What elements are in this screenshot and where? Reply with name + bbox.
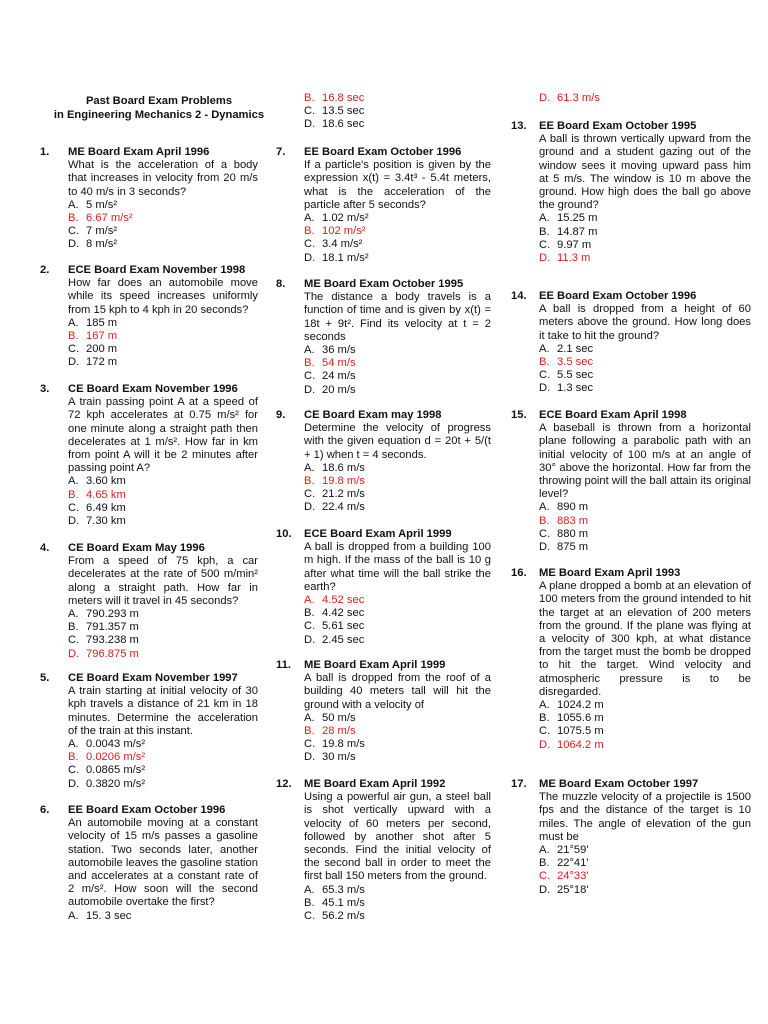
choice-value: 102 m/s² [322, 225, 366, 238]
question-block [511, 290, 751, 396]
choice-letter: B. [304, 725, 315, 738]
exam-source: CE Board Exam May 1996 [68, 542, 205, 554]
question-text: A plane dropped a bomb at an elevation of 100 meters from the ground intended to hit the target at an elevation of 200 meters from the ground. If the plane was flying at a velocity of 300 kph, at what distance from the target must the bomb be dropped to hit the target. Wind velocity and atmospheric pressure is to be disregarded. [539, 580, 751, 698]
question-header [511, 120, 751, 133]
question-number: 1. [40, 146, 50, 158]
answer-choice [304, 910, 491, 923]
answer-choice [539, 515, 751, 528]
answer-choice [68, 238, 258, 251]
choice-value: 1.3 sec [557, 382, 594, 395]
choice-value: 2.1 sec [557, 342, 594, 355]
choice-letter: C. [539, 527, 551, 540]
question-text: A ball is dropped from the roof of a building 40 meters tall will hit the ground with a velocity of [304, 672, 491, 711]
choice-letter: C. [304, 488, 316, 501]
choice-letter: A. [304, 461, 315, 474]
answer-choice [68, 225, 258, 238]
answer-choice [68, 330, 258, 343]
exam-source: EE Board Exam October 1996 [539, 290, 697, 302]
choice-value: 18.6 sec [322, 118, 365, 131]
choice-letter: A. [304, 883, 315, 896]
choice-value: 880 m [557, 527, 589, 540]
choice-value: 36 m/s [322, 344, 356, 357]
choice-value: 4.65 km [86, 488, 126, 501]
exam-source: ME Board Exam April 1993 [539, 567, 681, 579]
question-text: The muzzle velocity of a projectile is 1500 fps and the distance of the target is 10 miles. The angle of elevation of the gun must be [539, 791, 751, 843]
answer-choice [304, 252, 491, 265]
answer-choice [539, 541, 751, 554]
answer-choice [304, 607, 491, 620]
question-header [511, 409, 751, 422]
question-block [511, 120, 751, 265]
question-number: 15. [511, 409, 527, 421]
answer-choice [68, 199, 258, 212]
choice-letter: A. [68, 475, 79, 488]
choice-value: 1.02 m/s² [322, 212, 369, 225]
document-title [50, 94, 268, 122]
choice-letter: D. [68, 777, 80, 790]
choice-letter: B. [68, 621, 79, 634]
question-number: 2. [40, 264, 50, 276]
choice-letter: C. [539, 725, 551, 738]
choice-letter: D. [304, 251, 316, 264]
choice-letter: C. [304, 910, 316, 923]
choice-letter: B. [68, 330, 79, 343]
exam-source: CE Board Exam November 1997 [68, 672, 238, 684]
question-block [276, 528, 491, 647]
continued-choices [276, 92, 491, 132]
choice-letter: A. [539, 501, 550, 514]
question-header [276, 659, 491, 672]
choice-value: 1064.2 m [557, 738, 604, 751]
choice-value: 19.8 m/s [322, 738, 365, 751]
choice-value: 7.30 km [86, 515, 126, 528]
choice-value: 5.61 sec [322, 620, 365, 633]
question-block [40, 264, 258, 370]
choice-value: 6.67 m/s² [86, 212, 133, 225]
exam-source: ME Board Exam April 1996 [68, 146, 210, 158]
answer-choice [68, 608, 258, 621]
answer-choice [539, 844, 751, 857]
choice-value: 5.5 sec [557, 369, 594, 382]
choice-letter: D. [539, 382, 551, 395]
question-block [40, 542, 258, 661]
answer-choice [539, 528, 751, 541]
choice-value: 54 m/s [322, 357, 356, 370]
continued-choices [511, 92, 751, 105]
answer-choice [68, 356, 258, 369]
choice-value: 167 m [86, 330, 118, 343]
answer-choice [539, 239, 751, 252]
answer-choice [68, 648, 258, 661]
exam-source: ME Board Exam April 1999 [304, 659, 446, 671]
exam-source: EE Board Exam October 1996 [304, 146, 462, 158]
choice-letter: D. [68, 515, 80, 528]
choice-value: 15.25 m [557, 212, 598, 225]
choice-value: 3.4 m/s² [322, 238, 363, 251]
choice-value: 22°41' [557, 857, 589, 870]
choice-value: 875 m [557, 541, 589, 554]
choice-value: 0.0043 m/s² [86, 738, 146, 751]
answer-choice [304, 344, 491, 357]
choice-letter: B. [539, 857, 550, 870]
choice-letter: C. [539, 369, 551, 382]
answer-choice [68, 634, 258, 647]
question-number: 6. [40, 804, 50, 816]
choice-letter: A. [539, 342, 550, 355]
question-text: A baseball is thrown from a horizontal plane following a parabolic path with an initial velocity of 100 m/s at an angle of 30° above the horizontal. How far from the throwing point will the ball attain its original level? [539, 422, 751, 501]
answer-choice [68, 778, 258, 791]
choice-value: 3.60 km [86, 475, 126, 488]
choice-letter: B. [68, 488, 79, 501]
choice-letter: B. [304, 607, 315, 620]
choice-letter: D. [539, 92, 551, 104]
choice-letter: D. [68, 647, 80, 660]
choice-value: 24 m/s [322, 370, 356, 383]
answer-choice [539, 226, 751, 239]
choice-letter: A. [304, 344, 315, 357]
choice-letter: A. [68, 909, 79, 922]
question-block [276, 409, 491, 515]
answer-choice [68, 317, 258, 330]
answer-choice [304, 105, 491, 118]
question-block [511, 409, 751, 554]
question-text: Using a powerful air gun, a steel ball is shot vertically upward with a velocity of 60 meters per second, followed by another shot after 5 seconds. Find the initial velocity of the second ball in order to meet the first ball 150 meters from the ground. [304, 791, 491, 883]
question-header [276, 278, 491, 291]
choice-value: 8 m/s² [86, 238, 118, 251]
answer-choice [304, 751, 491, 764]
choice-value: 19.8 m/s [322, 475, 365, 488]
choice-value: 200 m [86, 343, 118, 356]
question-block [40, 146, 258, 252]
question-block [40, 804, 258, 923]
answer-choice [304, 634, 491, 647]
answer-choice [539, 699, 751, 712]
question-header [40, 264, 258, 277]
choice-value: 883 m [557, 514, 589, 527]
question-number: 5. [40, 672, 50, 684]
answer-choice [539, 356, 751, 369]
answer-choice [539, 725, 751, 738]
choice-value: 28 m/s [322, 725, 356, 738]
choice-letter: A. [68, 198, 79, 211]
choice-letter: A. [539, 212, 550, 225]
answer-choice [304, 712, 491, 725]
exam-source: CE Board Exam November 1996 [68, 383, 238, 395]
choice-value: 9.97 m [557, 238, 592, 251]
choice-letter: D. [304, 383, 316, 396]
question-header [511, 778, 751, 791]
answer-choice [304, 462, 491, 475]
question-number: 14. [511, 290, 527, 302]
choice-letter: A. [539, 699, 550, 712]
question-text: An automobile moving at a constant velocity of 15 m/s passes a gasoline station. Two seconds later, another automobile leaves the gasoline station and accelerates at a constant rate of 2 m/s². How soon will the second automobile overtake the first? [68, 817, 258, 909]
choice-letter: B. [304, 357, 315, 370]
choice-value: 21.2 m/s [322, 488, 365, 501]
choice-value: 0.3820 m/s² [86, 777, 146, 790]
choice-letter: C. [539, 238, 551, 251]
question-text: The distance a body travels is a function of time and is given by x(t) = 18t + 9t². Find its velocity at t = 2 seconds [304, 291, 491, 343]
question-header [40, 804, 258, 817]
answer-choice [539, 92, 751, 105]
choice-value: 6.49 km [86, 501, 126, 514]
choice-value: 3.5 sec [557, 356, 594, 369]
choice-letter: C. [304, 238, 316, 251]
choice-value: 185 m [86, 316, 118, 329]
choice-value: 45.1 m/s [322, 896, 365, 909]
answer-choice [68, 475, 258, 488]
choice-letter: B. [539, 356, 550, 369]
question-block [511, 567, 751, 752]
exam-source: ME Board Exam April 1992 [304, 778, 446, 790]
choice-letter: C. [304, 620, 316, 633]
choice-value: 61.3 m/s [557, 92, 600, 104]
answer-choice [68, 343, 258, 356]
question-header [276, 146, 491, 159]
choice-letter: C. [68, 225, 80, 238]
question-text: If a particle's position is given by the expression x(t) = 3.4t³ - 5.4t meters, what is the acceleration of the particle after 5 seconds? [304, 159, 491, 211]
answer-choice [539, 739, 751, 752]
choice-letter: A. [304, 212, 315, 225]
choice-letter: B. [539, 712, 550, 725]
choice-value: 14.87 m [557, 225, 598, 238]
answer-choice [539, 884, 751, 897]
question-number: 11. [276, 659, 291, 671]
choice-letter: C. [539, 870, 551, 883]
question-header [40, 146, 258, 159]
question-header [276, 409, 491, 422]
title-line-2: in Engineering Mechanics 2 - Dynamics [53, 109, 265, 121]
answer-choice [539, 382, 751, 395]
question-number: 9. [276, 409, 286, 421]
choice-letter: C. [68, 501, 80, 514]
choice-letter: C. [68, 634, 80, 647]
exam-source: ME Board Exam October 1997 [539, 778, 699, 790]
answer-choice [304, 501, 491, 514]
choice-value: 4.42 sec [322, 607, 365, 620]
question-text: A ball is dropped from a height of 60 meters above the ground. How long does it take to hit the ground? [539, 303, 751, 342]
question-text: What is the acceleration of a body that increases in velocity from 20 m/s to 40 m/s in 3 seconds? [68, 159, 258, 198]
choice-value: 890 m [557, 501, 589, 514]
question-block [276, 778, 491, 923]
question-number: 17. [511, 778, 527, 790]
answer-choice [68, 502, 258, 515]
question-text: A train passing point A at a speed of 72 kph accelerates at 0.75 m/s² for one minute along a straight path then decelerates at 1 m/s². How far in km from point A will it be 2 minutes after passing point A? [68, 396, 258, 475]
question-text: How far does an automobile move while its speed increases uniformly from 15 kph to 4 kph in 20 seconds? [68, 277, 258, 316]
choice-letter: B. [304, 475, 315, 488]
answer-choice [68, 910, 258, 923]
answer-choice [539, 857, 751, 870]
choice-letter: B. [539, 225, 550, 238]
answer-choice [304, 488, 491, 501]
title-line-1: Past Board Exam Problems [85, 95, 233, 107]
answer-choice [304, 475, 491, 488]
choice-value: 22.4 m/s [322, 501, 365, 514]
answer-choice [304, 92, 491, 105]
answer-choice [68, 751, 258, 764]
choice-value: 20 m/s [322, 383, 356, 396]
exam-source: EE Board Exam October 1996 [68, 804, 226, 816]
question-block [40, 672, 258, 791]
answer-choice [304, 725, 491, 738]
question-block [276, 278, 491, 397]
choice-letter: B. [539, 514, 550, 527]
choice-letter: C. [68, 343, 80, 356]
choice-value: 56.2 m/s [322, 910, 365, 923]
question-number: 12. [276, 778, 292, 790]
choice-value: 25°18' [557, 883, 589, 896]
question-block [511, 778, 751, 897]
choice-letter: D. [68, 356, 80, 369]
choice-letter: A. [539, 844, 550, 857]
choice-value: 15. 3 sec [86, 909, 132, 922]
choice-value: 790.293 m [86, 608, 139, 621]
exam-source: EE Board Exam October 1995 [539, 120, 697, 132]
question-header [276, 528, 491, 541]
choice-value: 1075.5 m [557, 725, 604, 738]
question-text: A train starting at initial velocity of 30 kph travels a distance of 21 km in 18 minutes. Determine the acceleration of the train at this instant. [68, 685, 258, 737]
choice-value: 65.3 m/s [322, 883, 365, 896]
answer-choice [304, 238, 491, 251]
answer-choice [304, 357, 491, 370]
choice-value: 18.6 m/s [322, 461, 365, 474]
answer-choice [539, 252, 751, 265]
choice-letter: A. [68, 738, 79, 751]
choice-letter: D. [304, 751, 316, 764]
choice-value: 2.45 sec [322, 633, 365, 646]
exam-source: ECE Board Exam April 1999 [304, 528, 452, 540]
choice-value: 172 m [86, 356, 118, 369]
answer-choice [304, 212, 491, 225]
question-header [40, 383, 258, 396]
answer-choice [539, 712, 751, 725]
question-header [276, 778, 491, 791]
choice-value: 30 m/s [322, 751, 356, 764]
choice-value: 5 m/s² [86, 198, 118, 211]
choice-letter: D. [539, 541, 551, 554]
answer-choice [68, 621, 258, 634]
question-text: A ball is thrown vertically upward from the ground and a student gazing out of the window sees it moving upward pass him at 5 m/s. The window is 10 m above the ground. How high does the ball go above the ground? [539, 133, 751, 212]
question-number: 7. [276, 146, 286, 158]
choice-letter: B. [304, 896, 315, 909]
choice-value: 13.5 sec [322, 105, 365, 118]
choice-value: 793.238 m [86, 634, 139, 647]
answer-choice [68, 515, 258, 528]
answer-choice [539, 501, 751, 514]
choice-letter: A. [304, 711, 315, 724]
answer-choice [304, 118, 491, 131]
choice-letter: C. [68, 764, 80, 777]
choice-value: 4.52 sec [322, 594, 365, 607]
choice-letter: D. [539, 883, 551, 896]
choice-letter: D. [539, 252, 551, 265]
exam-source: ECE Board Exam April 1998 [539, 409, 687, 421]
answer-choice [304, 594, 491, 607]
choice-letter: D. [304, 633, 316, 646]
choice-value: 21°59' [557, 844, 589, 857]
choice-value: 18.1 m/s² [322, 251, 369, 264]
choice-letter: B. [68, 751, 79, 764]
question-number: 4. [40, 542, 50, 554]
choice-letter: C. [304, 738, 316, 751]
choice-value: 24°33' [557, 870, 589, 883]
question-block [276, 659, 491, 765]
question-text: A ball is dropped from a building 100 m high. If the mass of the ball is 10 g after what time will the ball strike the earth? [304, 541, 491, 593]
choice-value: 1055.6 m [557, 712, 604, 725]
choice-letter: B. [304, 225, 315, 238]
question-header [40, 542, 258, 555]
choice-letter: A. [68, 608, 79, 621]
choice-letter: B. [304, 92, 315, 104]
question-text: From a speed of 75 kph, a car decelerates at the rate of 500 m/min² along a straight path. How far in meters will it travel in 45 seconds? [68, 555, 258, 607]
answer-choice [539, 870, 751, 883]
question-header [40, 672, 258, 685]
exam-source: CE Board Exam may 1998 [304, 409, 442, 421]
answer-choice [304, 384, 491, 397]
choice-letter: D. [304, 118, 316, 131]
choice-letter: A. [68, 316, 79, 329]
choice-letter: D. [68, 238, 80, 251]
exam-source: ECE Board Exam November 1998 [68, 264, 246, 276]
question-header [511, 290, 751, 303]
answer-choice [539, 343, 751, 356]
question-number: 10. [276, 528, 292, 540]
answer-choice [68, 489, 258, 502]
answer-choice [304, 620, 491, 633]
answer-choice [68, 212, 258, 225]
exam-source: ME Board Exam October 1995 [304, 278, 464, 290]
question-number: 16. [511, 567, 527, 579]
question-number: 3. [40, 383, 50, 395]
choice-letter: C. [304, 370, 316, 383]
question-number: 13. [511, 120, 527, 132]
question-number: 8. [276, 278, 286, 290]
question-header [511, 567, 751, 580]
choice-letter: D. [539, 738, 551, 751]
choice-value: 1024.2 m [557, 699, 604, 712]
choice-letter: B. [68, 212, 79, 225]
choice-value: 16.8 sec [322, 92, 365, 104]
answer-choice [304, 370, 491, 383]
choice-value: 0.0206 m/s² [86, 751, 146, 764]
choice-value: 796.875 m [86, 647, 139, 660]
choice-value: 7 m/s² [86, 225, 118, 238]
choice-letter: C. [304, 105, 316, 118]
choice-value: 50 m/s [322, 711, 356, 724]
choice-value: 11.3 m [557, 252, 591, 265]
question-block [40, 383, 258, 528]
question-block [276, 146, 491, 265]
choice-value: 791.357 m [86, 621, 139, 634]
answer-choice [539, 369, 751, 382]
choice-letter: A. [304, 594, 315, 607]
answer-choice [539, 212, 751, 225]
answer-choice [68, 738, 258, 751]
choice-value: 0.0865 m/s² [86, 764, 146, 777]
answer-choice [304, 738, 491, 751]
answer-choice [304, 225, 491, 238]
answer-choice [304, 884, 491, 897]
answer-choice [304, 897, 491, 910]
question-text: Determine the velocity of progress with the given equation d = 20t + 5/(t + 1) when t = 4 seconds. [304, 422, 491, 461]
choice-letter: D. [304, 501, 316, 514]
answer-choice [68, 764, 258, 777]
